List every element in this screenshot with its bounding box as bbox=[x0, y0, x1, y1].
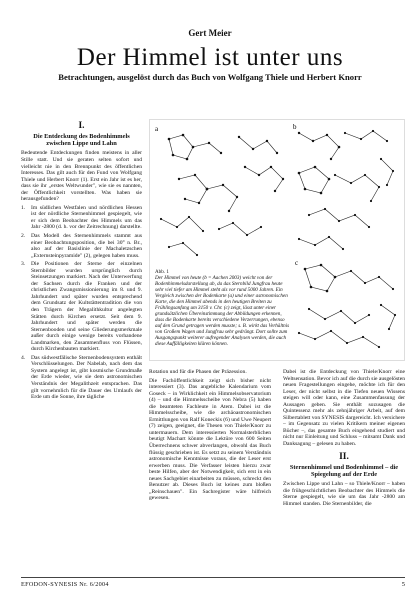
list-item bbox=[21, 233, 142, 259]
list-item-text: Das Modell des Sternenhimmels stammt aus einer Beobachtungsposition, die bei 30° n. Br., also auf der Basislinie der Machaletzschen „Externsteinpyramide" (2), gelegen haben muss. bbox=[31, 232, 142, 259]
list-item-text: Das südwestfälische Sternenbodensystem enthält Verschlüsselungen. Der Nabelab, nach dem das System angelegt ist, gibt kosmische Grundmaße der Erde wieder, wie sie dem astronomischen Verständnis der Megalithzeit entsprachen. Das gilt vornehmlich für die Dauer des Umlaufs der Erde um die Sonne, ihre tägliche bbox=[31, 354, 142, 401]
star-map-figure bbox=[149, 119, 405, 361]
findings-list bbox=[21, 205, 142, 401]
section-1-title: Die Entdeckung des Bodenhimmels zwischen Lippe und Lahn bbox=[33, 133, 130, 148]
text-column-3 bbox=[283, 369, 405, 571]
panel-label-c: c bbox=[295, 259, 299, 267]
section-1-intro: Bedeutende Entdeckungen finden meistens in aller Stille statt. Und sie geraten selten sofort und vielleicht nie in den Brennpunkt des öffentlichen Interesses. Das gilt auch für den Fund von Wolfgang Thiele und Herbert Knorr (1). Erst ein Jahr ist es her, dass sie ihr „erstes Weltwunder", wie sie es nannten, der Öffentlichkeit vorstellten. Was haben sie herausgefunden? bbox=[21, 150, 142, 203]
author-name: Gert Meier bbox=[188, 28, 232, 38]
text-column-1 bbox=[21, 121, 142, 571]
paragraph: Die Fachöffentlichkeit zeigt sich bisher nicht interessiert (3). Das angebliche Kalendarium vom Goseck – in Wirklichkeit ein Himmelsobservatorium (4) – und die Himmelsscheibe von Nebra (5) haben die beamteten Fachleute in Atem. Dabei ist die Himmelsscheibe, wie die archäoastronomischen Ermittlungen von Ralf Koneckis (6) und Uwe Neupert (7) zeigen, geeignet, die Thesen von Thiele/Knorr zu untermauern. Dem interessierten Normalsterblichen beutigt Machart könnte die Lektüre von 600 Seiten Überrechnens schwer abverlangen, obwohl das Buch flüssig geschrieben ist. Es setzt zu seinem Verständnis astronomische Kenntnisse voraus, die der Leser erst erwerben muss. Die Verfasser leisten hierzu zwar beste Hilfen, aber der Notwendigkeit, sich erst in ein neues Sachgebiet einarbeiten zu müssen, schreckt den Benutzer ab. Dieses Buch ist keines zum bloßen „Reinschauen". Ein Sachregister wäre hilfreich gewesen. bbox=[149, 377, 271, 502]
paragraph: Zwischen Lippe und Lahn – so Thiele/Knorr – haben die frühgeschichtlichen Beobachter des Himmels die Sterne gespiegelt, wie sie um das Jahr -2800 am Himmel standen. Die Sternenbilder, die bbox=[283, 480, 405, 507]
list-item-number: 4. bbox=[21, 354, 26, 361]
list-item bbox=[21, 205, 142, 231]
section-2-title: Sternenhimmel und Bodenhimmel – die Spiegelung auf der Erde bbox=[289, 463, 399, 478]
paragraph: Dabei ist die Entdeckung von Thiele/Knorr eine Weltsensation. Bevor ich auf die durch sie ausgelösten neuen Fragestellungen eingehe, möchte ich für den Leser, der nicht selbst in die Tiefen neuen Wissens steigen will oder kann, eine Zusammenfassung der Aussagen geben. Sie enthält sozusagen die Quintessenz mehr als zehnjähriger Arbeit, auf dem Silbertablett von SYNESIS dargereicht. Ich versichere – im Gegensatz zu vielen Kritikern meiner eigenen Bücher –, das gesamte Buch eingehend studiert und nicht nur Einleitung und Schluss – mitsamt Dank und Danksagung – gelesen zu haben. bbox=[283, 369, 405, 448]
list-item-number: 3. bbox=[21, 261, 26, 268]
paragraph: Rotation und für die Phasen der Präzession. bbox=[149, 369, 247, 375]
footer-divider bbox=[21, 577, 405, 578]
list-item-text: Im südlichen Westfalen und nördlichen Hessen ist der nördliche Sternenhimmel gespiegelt, wie er sich dem Beobachter des Himmels um das Jahr -2800 (d. h. vor der Zeitrechnung) darstellte. bbox=[31, 204, 142, 231]
list-item bbox=[21, 355, 142, 401]
panel-label-a: a bbox=[155, 125, 159, 133]
section-1-number: I. bbox=[78, 121, 85, 131]
list-item-text: Die Positionen der Sterne der einzelnen Sternbilder wurden ursprünglich durch Steinsetzungen markiert. Nach der Unterwerfung der Sachsen durch die Franken und der christlichen Zwangsmissionierung im 8. und 9. Jahrhundert und später wurden entsprechend dem Grundsatz der Kultstättentradition die von den Trägern der Megalithkultur angelegten Stätten durch Kirchen ersetzt. Seit dem 9. Jahrhundert und später werden die Sternenbooden und seine Gliederungsmerkmale außer durch einige wenige bereits vorhandene Landmarken, den Zusammenfluss von Flüssen, durch Kirchenbauten markiert. bbox=[31, 261, 142, 353]
list-item bbox=[21, 261, 142, 353]
article-subtitle: Betrachtungen, ausgelöst durch das Buch von Wolfgang Thiele und Herbert Knorr bbox=[58, 72, 362, 82]
figure-caption bbox=[155, 269, 290, 347]
section-2-number: II. bbox=[339, 451, 349, 462]
page-number: 5 bbox=[401, 581, 405, 588]
figure-caption-title: Abb. 1 bbox=[155, 269, 169, 275]
article-title: Der Himmel ist unter uns bbox=[76, 44, 344, 71]
text-column-2 bbox=[149, 369, 271, 571]
figure-caption-text: Der Himmel von heute (b = Aachen 2003) weicht von der Bodenhimmelsdarstellung ab, da das Sternbild Jungfrau heute sehr viel tiefer am Himmel steht als vor rund 5000 Jahren. Ein Vergleich zwischen der Bodenkarte (a) und einer astronomischen Karte, die den Himmel abends in den heutigen Breiten zu Frühlingsanfang um 3150 v. Chr. (c) zeigt, lässt unter einer grundsätzlichen Übereinstimmung der Abbildungen erkennen, dass die Bodenkarte bereits verschiedene Verzerrungen, ebenso auf den Grund getragen werden musste; s. B. wirkt das Verhältnis von Großem Wagen und Jungfrau sehr gedrängt. Dort sollte zum Ausgangspunkt weiterer aufregender Analysen werden, die auch diese Auffälligkeiten klären können. bbox=[155, 275, 290, 347]
list-item-number: 2. bbox=[21, 232, 26, 239]
panel-label-b: b bbox=[293, 123, 297, 131]
footer-journal: EFODON-SYNESIS Nr. 6/2004 bbox=[21, 581, 109, 588]
list-item-number: 1. bbox=[21, 204, 26, 211]
